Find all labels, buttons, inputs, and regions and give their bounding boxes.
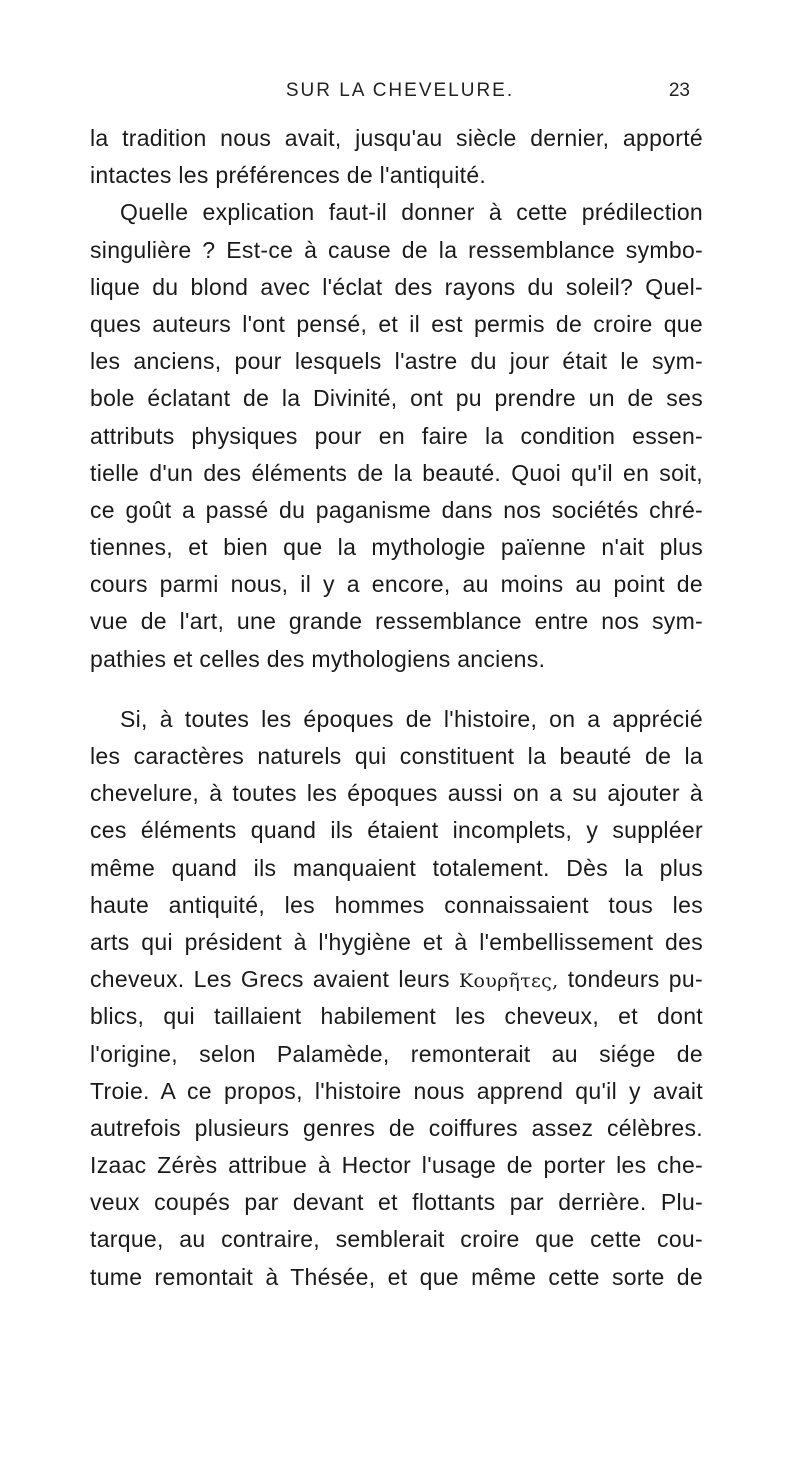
running-title: SUR LA CHEVELURE. bbox=[285, 80, 515, 101]
text-line: tiennes, et bien que la mythologie païenne n'ait plus bbox=[90, 534, 703, 561]
text-line-with-greek bbox=[90, 961, 703, 998]
text-line: la tradition nous avait, jusqu'au siècle dernier, apporté bbox=[90, 125, 703, 151]
paragraph-gap bbox=[90, 678, 703, 701]
text-line: même quand ils manquaient totalement. Dès la plus bbox=[90, 854, 703, 881]
page-number: 23 bbox=[668, 80, 690, 101]
text-line: singulière ? Est-ce à cause de la ressemblance symbo- bbox=[90, 236, 703, 263]
text-line: ques auteurs l'ont pensé, et il est permis de croire que bbox=[90, 310, 703, 337]
text-line: Izaac Zérès attribue à Hector l'usage de porter les che- bbox=[90, 1152, 703, 1179]
paragraph-history bbox=[90, 701, 703, 1296]
paragraph-continuation bbox=[90, 120, 703, 194]
text-line: l'origine, selon Palamède, remonterait au siége de bbox=[90, 1040, 703, 1067]
text-line: tarque, au contraire, semblerait croire que cette cou- bbox=[90, 1226, 703, 1253]
text-line: tielle d'un des éléments de la beauté. Quoi qu'il en soit, bbox=[90, 459, 703, 486]
text-line: blics, qui taillaient habilement les cheveux, et dont bbox=[90, 1003, 703, 1030]
text-line: bole éclatant de la Divinité, ont pu prendre un de ses bbox=[90, 385, 703, 412]
text-line: haute antiquité, les hommes connaissaient tous les bbox=[90, 891, 703, 918]
text-segment: tondeurs pu- bbox=[567, 966, 703, 993]
text-line: vue de l'art, une grande ressemblance entre nos sym- bbox=[90, 608, 703, 635]
text-line: tume remontait à Thésée, et que même cette sorte de bbox=[90, 1263, 703, 1290]
text-line: attributs physiques pour en faire la condition essen- bbox=[90, 422, 703, 449]
text-line: lique du blond avec l'éclat des rayons du soleil? Quel- bbox=[90, 273, 703, 300]
text-line: Quelle explication faut-il donner à cette prédilection bbox=[120, 199, 703, 226]
text-line: arts qui président à l'hygiène et à l'embellissement des bbox=[90, 928, 703, 955]
text-line: ces éléments quand ils étaient incomplets, y suppléer bbox=[90, 817, 703, 844]
text-line: intactes les préférences de l'antiquité. bbox=[90, 162, 487, 189]
body-text bbox=[90, 120, 703, 1296]
greek-word: Κουρῆτες, bbox=[458, 970, 559, 993]
text-line: cours parmi nous, il y a encore, au moins au point de bbox=[90, 571, 703, 598]
text-line: Si, à toutes les époques de l'histoire, on a apprécié bbox=[120, 705, 703, 732]
paragraph-explanation bbox=[90, 194, 703, 677]
text-line: autrefois plusieurs genres de coiffures assez célèbres. bbox=[90, 1114, 703, 1141]
text-line: les anciens, pour lesquels l'astre du jour était le sym- bbox=[90, 348, 703, 375]
text-line: chevelure, à toutes les époques aussi on a su ajouter à bbox=[90, 780, 703, 807]
text-line: Troie. A ce propos, l'histoire nous apprend qu'il y avait bbox=[90, 1077, 703, 1104]
text-line: pathies et celles des mythologiens anciens. bbox=[90, 645, 546, 672]
text-line: veux coupés par devant et flottants par derrière. Plu- bbox=[90, 1189, 703, 1216]
text-line: ce goût a passé du paganisme dans nos sociétés chré- bbox=[90, 496, 703, 523]
text-segment: cheveux. Les Grecs avaient leurs bbox=[90, 966, 450, 993]
running-head bbox=[0, 80, 800, 110]
text-line: les caractères naturels qui constituent la beauté de la bbox=[90, 743, 703, 769]
